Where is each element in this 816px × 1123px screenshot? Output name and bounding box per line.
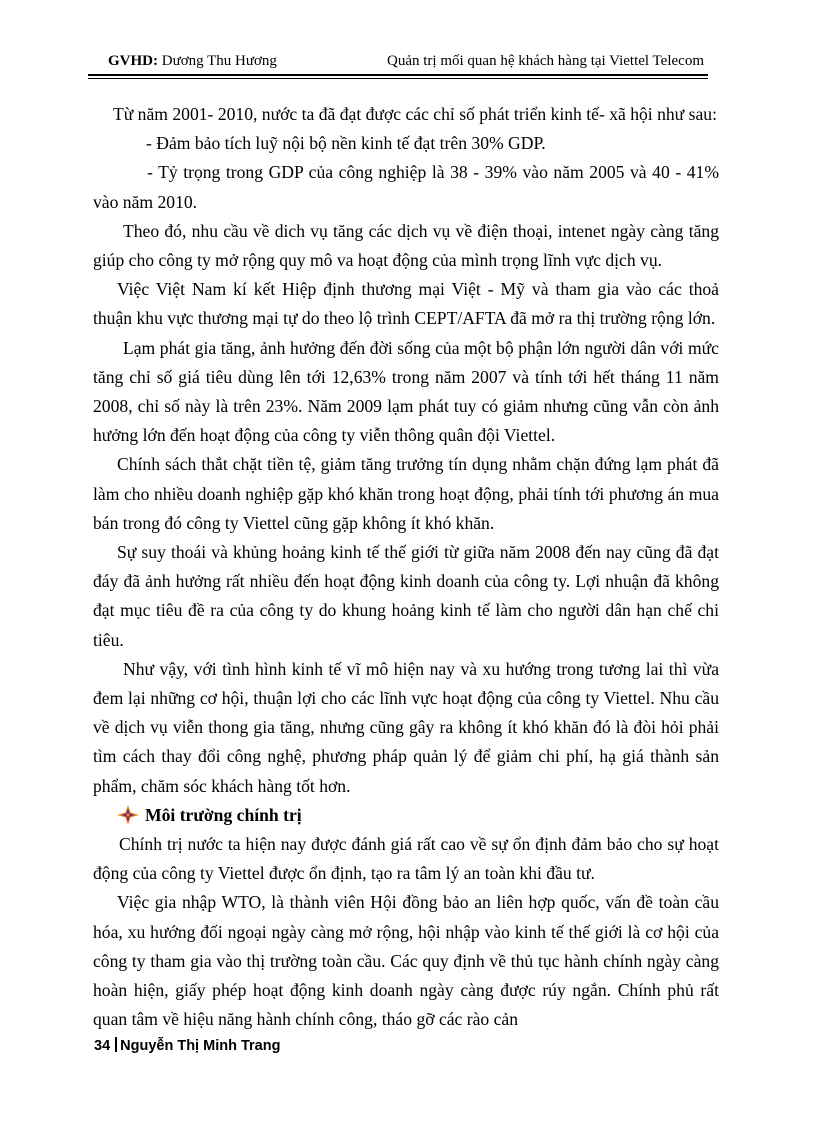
paragraph: Lạm phát gia tăng, ảnh hưởng đến đời sống của một bộ phận lớn người dân với mức tăng chỉ số giá tiêu dùng lên tới 12,63% trong năm 2007 và tính tới hết tháng 11 năm 2008, chỉ số này là trên 23%. Năm 2009 lạm phát tuy có giảm nhưng cũng vẫn còn ảnh hưởng lớn đến hoạt động của công ty viễn thông quân đội Viettel.	[93, 337, 719, 446]
page-number: 34	[94, 1038, 111, 1054]
paragraph: Như vậy, với tình hình kinh tế vĩ mô hiện nay và xu hướng trong tương lai thì vừa đem lại những cơ hội, thuận lợi cho các lĩnh vực hoạt động của công ty Viettel. Nhu cầu về dịch vụ viễn thong gia tăng, nhưng cũng gây ra không ít khó khăn đó là đòi hỏi phải tìm cách thay đổi công nghệ, phương pháp quản lý để giảm chi phí, hạ giá thành sản phẩm, chăm sóc khách hàng tốt hơn.	[93, 658, 719, 796]
footer-author: Nguyễn Thị Minh Trang	[120, 1038, 281, 1054]
paragraph: Việc gia nhập WTO, là thành viên Hội đồng bảo an liên hợp quốc, vấn đề toàn cầu hóa, xu hướng đối ngoại ngày càng mở rộng, hội nhập vào kinh tế thế giới là cơ hội của công ty tham gia vào thị trường toàn cầu. Các quy định về thủ tục hành chính ngày càng hoàn hiện, giấy phép hoạt động kinh doanh ngày càng được rúy ngắn. Chính phủ rất quan tâm về hiệu năng hành chính công, tháo gỡ các rào cản	[93, 892, 719, 1030]
header-supervisor-label: GVHD:	[108, 53, 158, 69]
paragraph: Theo đó, nhu cầu về dich vụ tăng các dịch vụ về điện thoại, intenet ngày càng tăng giúp cho công ty mở rộng quy mô va hoạt động của mình trọng lĩnh vực dịch vụ.	[93, 220, 719, 271]
section-heading-text: Môi trường chính trị	[145, 804, 302, 825]
header-rule	[88, 74, 708, 76]
paragraph: Sự suy thoái và khủng hoảng kinh tế thế giới từ giữa năm 2008 đến nay cũng đã đạt đáy đã ảnh hưởng rất nhiều đến hoạt động kinh doanh của công ty. Lợi nhuận đã không đạt mục tiêu đề ra của công ty do khung hoảng kinh tế làm cho người dân hạn chế chi tiêu.	[93, 542, 719, 650]
header-supervisor	[108, 53, 277, 70]
document-body	[93, 100, 719, 1035]
header-rule-thin	[88, 78, 708, 79]
bullet-item: - Tỷ trọng trong GDP của công nghiệp là 38 - 39% vào năm 2005 và 40 - 41% vào năm 2010.	[93, 162, 719, 212]
page-footer	[94, 1037, 280, 1054]
paragraph: Chính sách thắt chặt tiền tệ, giảm tăng trưởng tín dụng nhằm chặn đứng lạm phát đã làm cho nhiều doanh nghiệp gặp khó khăn trong hoạt động, phải tính tới phương án mua bán trong đó công ty Viettel cũng gặp không ít khó khăn.	[93, 454, 719, 533]
page-header	[88, 50, 708, 72]
section-heading	[93, 801, 719, 830]
four-point-star-icon	[117, 805, 139, 825]
paragraph: Việc Việt Nam kí kết Hiệp định thương mại Việt - Mỹ và tham gia vào các thoả thuận khu vực thương mại tự do theo lộ trình CEPT/AFTA đã mở ra thị trường rộng lớn.	[93, 279, 719, 329]
footer-separator	[115, 1037, 117, 1052]
header-document-title: Quản trị mối quan hệ khách hàng tại Viettel Telecom	[387, 53, 704, 69]
paragraph: Chính trị nước ta hiện nay được đánh giá rất cao về sự ổn định đảm bảo cho sự hoạt động của công ty Viettel được ổn định, tạo ra tâm lý an toàn khi đầu tư.	[93, 834, 719, 884]
bullet-item: - Đảm bảo tích luỹ nội bộ nền kinh tế đạt trên 30% GDP.	[146, 133, 546, 154]
header-supervisor-name: Dương Thu Hương	[161, 53, 277, 69]
paragraph: Từ năm 2001- 2010, nước ta đã đạt được các chỉ số phát triển kinh tế- xã hội như sau:	[113, 104, 717, 124]
